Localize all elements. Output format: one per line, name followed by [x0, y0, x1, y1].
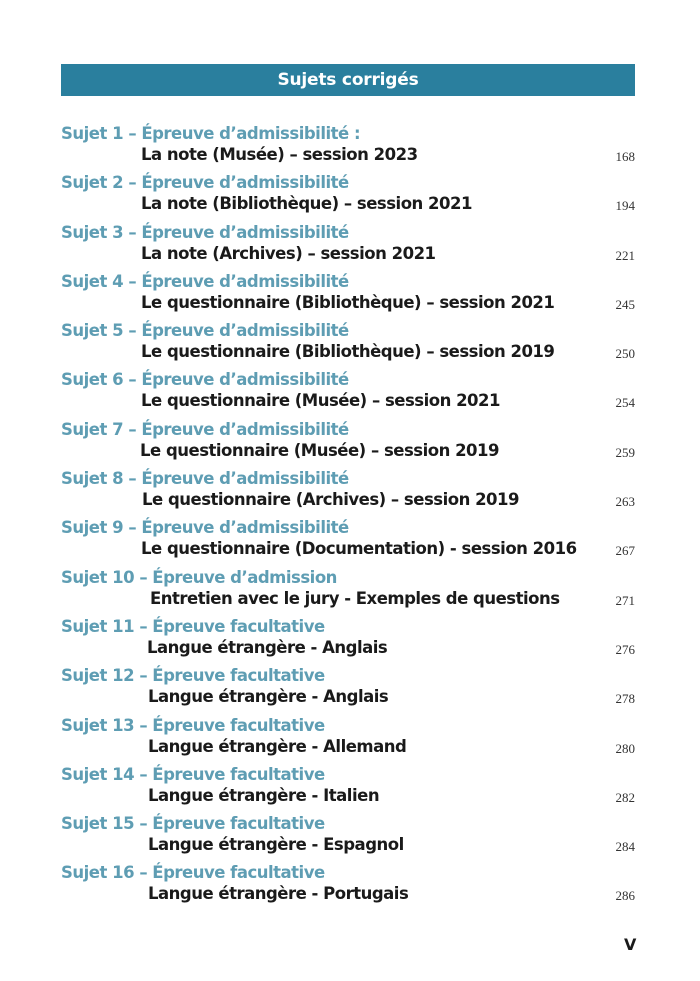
- toc-entry-page-number: 284: [615, 839, 635, 855]
- toc-entry-page-number: 254: [615, 395, 635, 411]
- toc-entry-heading: Sujet 10 – Épreuve d’admission: [61, 567, 337, 587]
- toc-entry-title[interactable]: Langue étrangère - Allemand: [148, 736, 407, 756]
- toc-entry-heading: Sujet 13 – Épreuve facultative: [61, 715, 325, 735]
- toc-entry-title[interactable]: Entretien avec le jury - Exemples de questions: [150, 588, 560, 608]
- toc-entry-page-number: 250: [615, 346, 635, 362]
- toc-entry-heading: Sujet 9 – Épreuve d’admissibilité: [61, 518, 349, 538]
- toc-entry-title[interactable]: Langue étrangère - Italien: [148, 785, 380, 805]
- toc-entry-heading: Sujet 14 – Épreuve facultative: [61, 764, 325, 784]
- toc-entry-title[interactable]: Le questionnaire (Bibliothèque) – session 2021: [141, 292, 555, 312]
- toc-entry-title[interactable]: Langue étrangère - Anglais: [147, 637, 388, 657]
- toc-entry-page-number: 259: [615, 444, 635, 460]
- toc-entry[interactable]: [61, 419, 635, 468]
- toc-entry-page-number: 282: [615, 789, 635, 805]
- toc-entry[interactable]: [61, 567, 635, 616]
- toc-entry[interactable]: [61, 320, 635, 369]
- toc-entry-page-number: 276: [615, 641, 635, 657]
- toc-entry-title[interactable]: Langue étrangère - Anglais: [148, 687, 389, 707]
- toc-entry-title[interactable]: La note (Musée) – session 2023: [141, 145, 418, 164]
- toc-entry-title[interactable]: Le questionnaire (Documentation) - session 2016: [141, 539, 577, 559]
- toc-entry[interactable]: [61, 862, 635, 911]
- toc-entry-heading: Sujet 6 – Épreuve d’admissibilité: [61, 370, 349, 390]
- toc-entry[interactable]: [61, 665, 635, 714]
- toc-entry[interactable]: [61, 616, 635, 665]
- toc-entry-title[interactable]: Le questionnaire (Musée) – session 2021: [141, 391, 501, 411]
- toc-entry[interactable]: [61, 764, 635, 813]
- toc-entry-title[interactable]: Le questionnaire (Bibliothèque) – session 2019: [141, 342, 555, 362]
- toc-entry-title[interactable]: La note (Bibliothèque) – session 2021: [141, 194, 472, 214]
- table-of-contents: [61, 123, 635, 912]
- toc-entry-title[interactable]: Langue étrangère - Portugais: [148, 884, 409, 904]
- toc-entry-heading: Sujet 3 – Épreuve d’admissibilité: [61, 222, 349, 242]
- toc-entry-page-number: 221: [615, 247, 635, 263]
- toc-entry-page-number: 194: [615, 198, 635, 214]
- toc-entry[interactable]: [61, 369, 635, 418]
- toc-entry[interactable]: [61, 715, 635, 764]
- toc-entry-heading: Sujet 2 – Épreuve d’admissibilité: [61, 173, 349, 193]
- toc-entry[interactable]: [61, 813, 635, 862]
- section-title: Sujets corrigés: [277, 70, 419, 90]
- toc-entry-page-number: 263: [615, 494, 635, 510]
- page-folio: V: [624, 935, 637, 954]
- toc-entry-page-number: 286: [615, 888, 635, 904]
- toc-entry-heading: Sujet 15 – Épreuve facultative: [61, 814, 325, 834]
- toc-entry[interactable]: [61, 468, 635, 517]
- toc-entry-heading: Sujet 7 – Épreuve d’admissibilité: [61, 419, 349, 439]
- toc-entry-heading: Sujet 8 – Épreuve d’admissibilité: [61, 469, 349, 489]
- toc-entry-page-number: 280: [615, 740, 635, 756]
- toc-entry-heading: Sujet 16 – Épreuve facultative: [61, 863, 325, 883]
- toc-entry-heading: Sujet 1 – Épreuve d’admissibilité :: [61, 124, 361, 143]
- toc-entry[interactable]: [61, 172, 635, 221]
- toc-entry[interactable]: [61, 517, 635, 566]
- toc-entry-title[interactable]: La note (Archives) – session 2021: [141, 243, 436, 263]
- toc-entry[interactable]: [61, 123, 635, 172]
- section-header-bar: [61, 64, 635, 96]
- toc-entry-page-number: 245: [615, 296, 635, 312]
- toc-entry[interactable]: [61, 222, 635, 271]
- toc-entry-title[interactable]: Le questionnaire (Archives) – session 2019: [142, 490, 519, 510]
- toc-entry-heading: Sujet 5 – Épreuve d’admissibilité: [61, 321, 349, 341]
- toc-entry-page-number: 267: [615, 543, 635, 559]
- toc-entry-page-number: 271: [615, 592, 635, 608]
- toc-entry-heading: Sujet 11 – Épreuve facultative: [61, 616, 325, 636]
- toc-entry[interactable]: [61, 271, 635, 320]
- toc-entry-page-number: 278: [615, 691, 635, 707]
- toc-entry-heading: Sujet 12 – Épreuve facultative: [61, 666, 325, 686]
- toc-entry-title[interactable]: Le questionnaire (Musée) – session 2019: [140, 440, 500, 460]
- toc-entry-page-number: 168: [615, 149, 635, 164]
- toc-entry-heading: Sujet 4 – Épreuve d’admissibilité: [61, 271, 349, 291]
- toc-entry-title[interactable]: Langue étrangère - Espagnol: [148, 835, 404, 855]
